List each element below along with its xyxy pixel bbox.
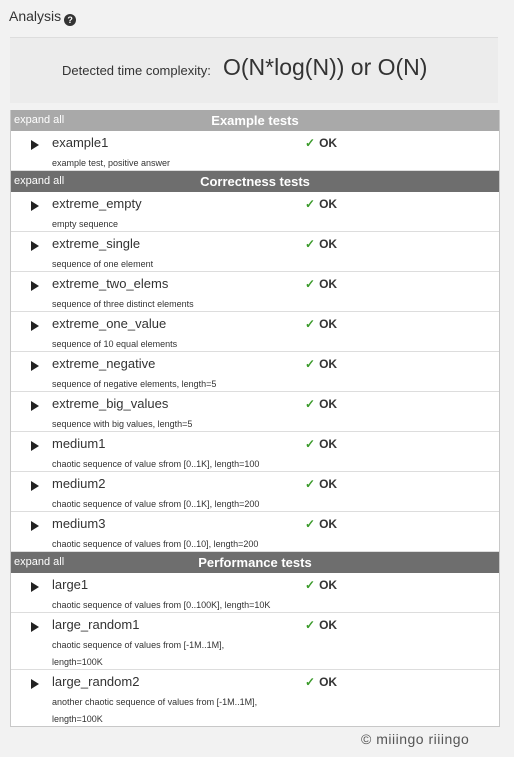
- status-text: OK: [319, 517, 338, 531]
- test-name[interactable]: large1: [52, 577, 89, 592]
- test-description: chaotic sequence of value sfrom [0..1K], length=100: [52, 459, 260, 469]
- expand-triangle-icon[interactable]: [31, 582, 39, 592]
- complexity-value: O(N*log(N)) or O(N): [223, 54, 428, 80]
- expand-triangle-icon[interactable]: [31, 201, 39, 211]
- status-text: OK: [319, 357, 338, 371]
- test-name[interactable]: extreme_two_elems: [52, 276, 169, 291]
- test-name[interactable]: extreme_big_values: [52, 396, 169, 411]
- help-icon[interactable]: ?: [64, 14, 76, 26]
- checkmark-icon: ✓: [305, 317, 316, 331]
- expand-triangle-icon[interactable]: [31, 401, 39, 411]
- checkmark-icon: ✓: [305, 618, 316, 632]
- test-name[interactable]: example1: [52, 135, 109, 150]
- section-title: Example tests: [211, 113, 299, 128]
- test-row[interactable]: [11, 352, 499, 392]
- test-description: sequence of negative elements, length=5: [52, 379, 217, 389]
- test-row[interactable]: [11, 312, 499, 352]
- expand-all-button[interactable]: expand all: [14, 556, 65, 568]
- watermark: © miiingo riiingo: [361, 731, 470, 747]
- checkmark-icon: ✓: [305, 197, 316, 211]
- complexity-label: Detected time complexity:: [62, 63, 211, 78]
- checkmark-icon: ✓: [305, 517, 316, 531]
- checkmark-icon: ✓: [305, 477, 316, 491]
- test-row[interactable]: [11, 272, 499, 312]
- checkmark-icon: ✓: [305, 357, 316, 371]
- analysis-title-text: Analysis: [9, 8, 62, 24]
- test-row[interactable]: [11, 432, 499, 472]
- status-text: OK: [319, 237, 338, 251]
- test-result: [305, 437, 337, 451]
- status-text: OK: [319, 618, 338, 632]
- expand-triangle-icon[interactable]: [31, 140, 39, 150]
- checkmark-icon: ✓: [305, 277, 316, 291]
- status-text: OK: [319, 197, 338, 211]
- expand-triangle-icon[interactable]: [31, 521, 39, 531]
- test-name[interactable]: extreme_empty: [52, 196, 142, 211]
- checkmark-icon: ✓: [305, 675, 316, 689]
- status-text: OK: [319, 675, 338, 689]
- test-description: example test, positive answer: [52, 158, 171, 168]
- expand-triangle-icon[interactable]: [31, 281, 39, 291]
- analysis-title: [9, 8, 76, 26]
- test-result: [305, 136, 337, 150]
- section-title: Correctness tests: [200, 174, 310, 189]
- test-row[interactable]: [11, 670, 499, 726]
- test-description: empty sequence: [52, 219, 119, 229]
- expand-triangle-icon[interactable]: [31, 622, 39, 632]
- expand-triangle-icon[interactable]: [31, 441, 39, 451]
- test-row[interactable]: [11, 232, 499, 272]
- test-name[interactable]: medium1: [52, 436, 106, 451]
- test-result: [305, 397, 337, 411]
- test-result: [305, 517, 337, 531]
- test-row[interactable]: [11, 131, 499, 171]
- test-row[interactable]: [11, 512, 499, 552]
- test-description: sequence with big values, length=5: [52, 419, 193, 429]
- test-result: [305, 618, 337, 632]
- test-row[interactable]: [11, 392, 499, 432]
- status-text: OK: [319, 397, 338, 411]
- test-description: chaotic sequence of values from [-1M..1M], length=100K: [52, 640, 225, 667]
- section-header-performance-tests: [11, 552, 499, 573]
- test-result: [305, 317, 337, 331]
- test-name[interactable]: large_random1: [52, 617, 140, 632]
- status-text: OK: [319, 437, 338, 451]
- status-text: OK: [319, 136, 338, 150]
- complexity-panel: [10, 37, 498, 103]
- expand-all-button[interactable]: expand all: [14, 175, 65, 187]
- test-result: [305, 197, 337, 211]
- test-name[interactable]: large_random2: [52, 674, 140, 689]
- test-name[interactable]: extreme_negative: [52, 356, 156, 371]
- test-result: [305, 277, 337, 291]
- test-description: chaotic sequence of values from [0..10], length=200: [52, 539, 259, 549]
- expand-all-button[interactable]: expand all: [14, 114, 65, 126]
- test-result: [305, 578, 337, 592]
- checkmark-icon: ✓: [305, 136, 316, 150]
- checkmark-icon: ✓: [305, 437, 316, 451]
- test-result: [305, 675, 337, 689]
- section-header-correctness-tests: [11, 171, 499, 192]
- test-result: [305, 357, 337, 371]
- test-description: sequence of one element: [52, 259, 154, 269]
- test-row[interactable]: [11, 472, 499, 512]
- status-text: OK: [319, 277, 338, 291]
- test-description: chaotic sequence of values from [0..100K], length=10K: [52, 600, 271, 610]
- expand-triangle-icon[interactable]: [31, 321, 39, 331]
- expand-triangle-icon[interactable]: [31, 481, 39, 491]
- status-text: OK: [319, 477, 338, 491]
- section-header-example-tests: [11, 110, 499, 131]
- test-name[interactable]: extreme_one_value: [52, 316, 167, 331]
- expand-triangle-icon[interactable]: [31, 241, 39, 251]
- status-text: OK: [319, 578, 338, 592]
- expand-triangle-icon[interactable]: [31, 679, 39, 689]
- checkmark-icon: ✓: [305, 578, 316, 592]
- test-description: sequence of three distinct elements: [52, 299, 194, 309]
- test-row[interactable]: [11, 613, 499, 670]
- test-row[interactable]: [11, 192, 499, 232]
- test-name[interactable]: extreme_single: [52, 236, 141, 251]
- expand-triangle-icon[interactable]: [31, 361, 39, 371]
- checkmark-icon: ✓: [305, 397, 316, 411]
- status-text: OK: [319, 317, 338, 331]
- test-description: sequence of 10 equal elements: [52, 339, 178, 349]
- test-results-table: [10, 110, 500, 727]
- checkmark-icon: ✓: [305, 237, 316, 251]
- test-name[interactable]: medium2: [52, 476, 106, 491]
- test-result: [305, 477, 337, 491]
- test-description: another chaotic sequence of values from [-1M..1M], length=100K: [52, 697, 258, 724]
- test-description: chaotic sequence of value sfrom [0..1K], length=200: [52, 499, 260, 509]
- test-result: [305, 237, 337, 251]
- test-row[interactable]: [11, 573, 499, 613]
- section-title: Performance tests: [198, 555, 312, 570]
- test-name[interactable]: medium3: [52, 516, 106, 531]
